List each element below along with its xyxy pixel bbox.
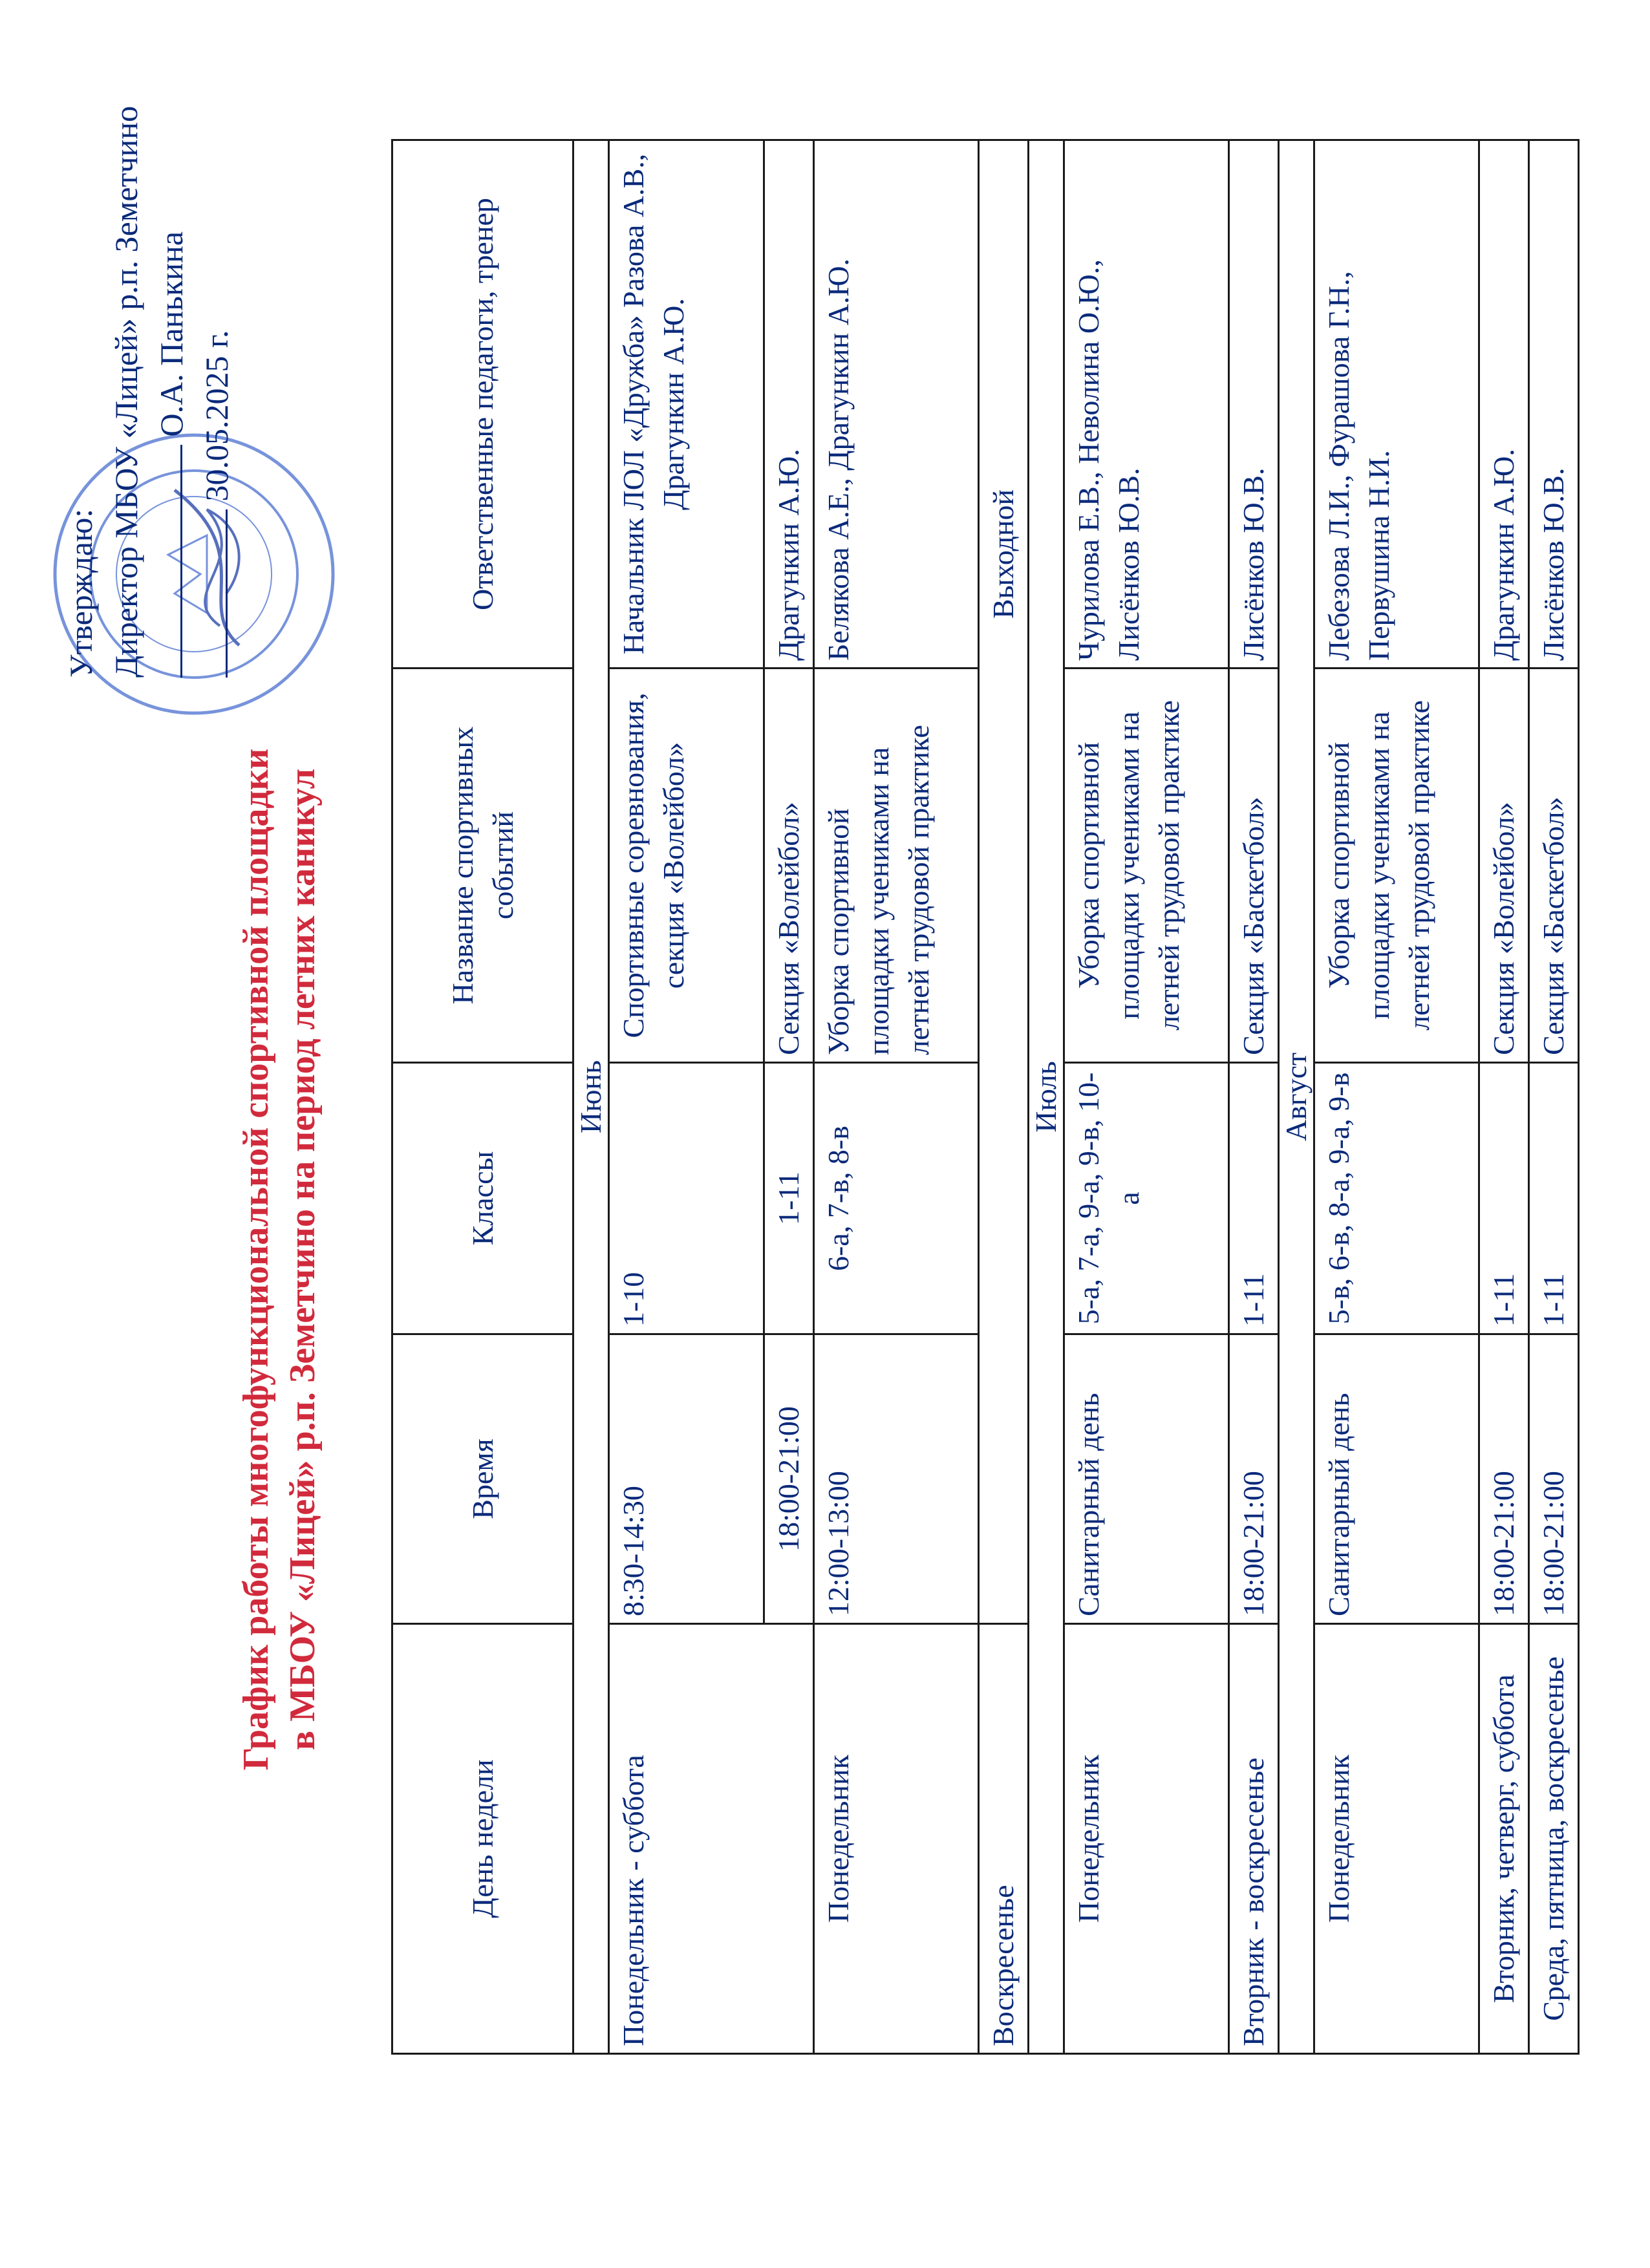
time-cell: 8:30-14:30 bbox=[609, 1334, 764, 1624]
day-cell: Понедельник bbox=[1314, 1624, 1479, 2054]
day-cell: Понедельник bbox=[814, 1624, 979, 2054]
event-cell-dayoff: Выходной bbox=[979, 140, 1029, 1624]
classes-cell: 1-11 bbox=[764, 1063, 814, 1334]
time-cell: 12:00-13:00 bbox=[814, 1334, 979, 1624]
responsible-cell: Лебезова Л.И., Фурашова Г.Н., Первушина Н.И. bbox=[1314, 140, 1479, 669]
month-label: Июнь bbox=[573, 140, 609, 2054]
header-event: Название спортивных событий bbox=[392, 669, 573, 1063]
day-cell: Вторник, четверг, суббота bbox=[1479, 1624, 1529, 2054]
responsible-cell: Чурилова Е.В., Неволина О.Ю., Лисёнков Ю.В. bbox=[1064, 140, 1229, 669]
table-row bbox=[1229, 140, 1279, 2054]
responsible-cell: Драгункин А.Ю. bbox=[764, 140, 814, 669]
time-cell: 18:00-21:00 bbox=[1229, 1334, 1279, 1624]
day-cell: Вторник - воскресенье bbox=[1229, 1624, 1279, 2054]
responsible-cell: Начальник ЛОЛ «Дружба» Разова А.В., Драгункин А.Ю. bbox=[609, 140, 764, 669]
event-cell: Уборка спортивной площадки учениками на летней трудовой практике bbox=[1314, 669, 1479, 1063]
day-cell: Понедельник - суббота bbox=[609, 1624, 814, 2054]
month-row-august bbox=[1279, 140, 1314, 2054]
approval-block bbox=[58, 96, 239, 678]
approver-name: О.А. Панькина bbox=[153, 231, 189, 437]
title-line-2: в МБОУ «Лицей» р.п. Земетчино на период летних каникул bbox=[283, 768, 323, 1751]
header-time: Время bbox=[392, 1334, 573, 1624]
time-cell: 18:00-21:00 bbox=[764, 1334, 814, 1624]
title-line-1: График работы многофункциональной спортивной площадки bbox=[236, 748, 276, 1771]
classes-cell: 1-11 bbox=[1229, 1063, 1279, 1334]
event-cell: Уборка спортивной площадки учениками на летней трудовой практике bbox=[814, 669, 979, 1063]
month-row-july bbox=[1029, 140, 1064, 2054]
time-cell: 18:00-21:00 bbox=[1479, 1334, 1529, 1624]
table-row bbox=[814, 140, 979, 2054]
classes-cell: 5-а, 7-а, 9-а, 9-в, 10-а bbox=[1064, 1063, 1229, 1334]
responsible-cell: Лисёнков Ю.В. bbox=[1229, 140, 1279, 669]
day-cell: Воскресенье bbox=[979, 1624, 1029, 2054]
day-cell: Понедельник bbox=[1064, 1624, 1229, 2054]
classes-cell: 6-а, 7-в, 8-в bbox=[814, 1063, 979, 1334]
month-row-june bbox=[573, 140, 609, 2054]
header-day: День недели bbox=[392, 1624, 573, 2054]
responsible-cell: Лисёнков Ю.В. bbox=[1529, 140, 1579, 669]
approval-line-3 bbox=[149, 96, 194, 678]
day-cell: Среда, пятница, воскресенье bbox=[1529, 1624, 1579, 2054]
table-row bbox=[1529, 140, 1579, 2054]
event-cell: Секция «Баскетбол» bbox=[1529, 669, 1579, 1063]
time-cell: Санитарный день bbox=[1064, 1334, 1229, 1624]
classes-cell: 1-10 bbox=[609, 1063, 764, 1334]
event-cell: Уборка спортивной площадки учениками на летней трудовой практике bbox=[1064, 669, 1229, 1063]
header-classes: Классы bbox=[392, 1063, 573, 1334]
responsible-cell: Драгункин А.Ю. bbox=[1479, 140, 1529, 669]
schedule-table bbox=[391, 139, 1580, 2055]
approval-date: 30.05.2025 г. bbox=[198, 330, 235, 502]
event-cell: Секция «Волейбол» bbox=[764, 669, 814, 1063]
table-row bbox=[979, 140, 1029, 2054]
approval-line-1: Утверждаю: bbox=[63, 508, 99, 678]
table-row bbox=[1064, 140, 1229, 2054]
table-row bbox=[1314, 140, 1479, 2054]
approval-line-2: Директор МБОУ «Лицей» р.п. Земетчино bbox=[108, 105, 144, 678]
document-title bbox=[233, 497, 326, 2022]
event-cell: Спортивные соревнования, секция «Волейбол» bbox=[609, 669, 764, 1063]
month-label: Август bbox=[1279, 140, 1314, 2054]
classes-cell: 1-11 bbox=[1529, 1063, 1579, 1334]
time-cell: Санитарный день bbox=[1314, 1334, 1479, 1624]
header-responsible: Ответственные педагоги, тренер bbox=[392, 140, 573, 669]
table-header-row bbox=[392, 140, 573, 2054]
event-cell: Секция «Баскетбол» bbox=[1229, 669, 1279, 1063]
time-cell: 18:00-21:00 bbox=[1529, 1334, 1579, 1624]
month-label: Июль bbox=[1029, 140, 1064, 2054]
table-row bbox=[609, 140, 764, 2054]
responsible-cell: Белякова А.Е., Драгункин А.Ю. bbox=[814, 140, 979, 669]
classes-cell: 1-11 bbox=[1479, 1063, 1529, 1334]
classes-cell: 5-в, 6-в, 8-а, 9-а, 9-в bbox=[1314, 1063, 1479, 1334]
table-row bbox=[1479, 140, 1529, 2054]
date-line bbox=[200, 509, 228, 678]
event-cell: Секция «Волейбол» bbox=[1479, 669, 1529, 1063]
signature-line bbox=[155, 445, 182, 678]
